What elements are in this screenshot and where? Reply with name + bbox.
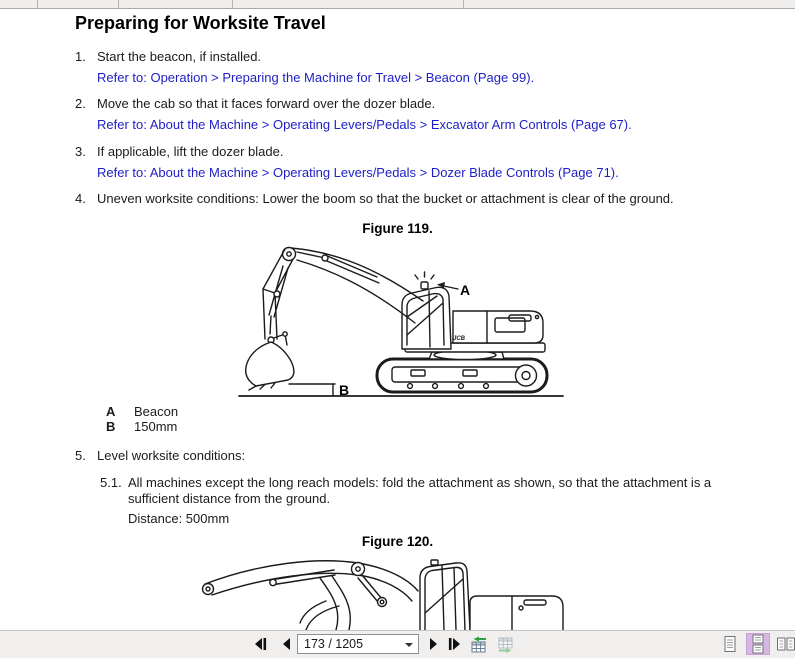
- previous-view-button[interactable]: [468, 633, 490, 655]
- distance-note: Distance: 500mm: [128, 511, 230, 526]
- last-page-icon: [447, 637, 463, 651]
- next-view-icon: [497, 636, 515, 653]
- figure-120-illustration: [120, 551, 580, 630]
- next-page-icon: [428, 637, 440, 651]
- step-2: [75, 96, 435, 111]
- page-number-input[interactable]: [298, 635, 404, 653]
- step-text: Uneven worksite conditions: Lower the boom so that the bucket or attachment is clear of the ground.: [97, 191, 674, 206]
- next-view-button[interactable]: [495, 633, 517, 655]
- figure-119-caption: Figure 119.: [362, 221, 433, 236]
- figure-119-illustration: [225, 239, 570, 402]
- top-toolbar-remnant: [0, 0, 795, 9]
- page-number-combo[interactable]: [297, 634, 419, 654]
- step-text: Start the beacon, if installed.: [97, 49, 262, 64]
- beacon-icon: [421, 282, 428, 289]
- step-number: 2.: [75, 96, 86, 111]
- last-page-button[interactable]: [444, 633, 466, 655]
- bottom-toolbar: [0, 630, 795, 658]
- machine-logo: JCB: [453, 336, 466, 342]
- substep-number: 5.1.: [100, 475, 122, 490]
- refer-link-arm-controls[interactable]: Refer to: About the Machine > Operating Levers/Pedals > Excavator Arm Controls (Page 67).: [97, 117, 632, 132]
- legend-key: B: [106, 419, 116, 434]
- continuous-view-icon: [748, 634, 768, 654]
- previous-page-icon: [280, 637, 292, 651]
- step-4: [75, 191, 674, 206]
- first-page-icon: [252, 637, 268, 651]
- excavator-folded-drawing: [203, 560, 564, 630]
- single-page-view-button[interactable]: [718, 633, 742, 655]
- chevron-down-icon[interactable]: [405, 643, 413, 647]
- step-text: Level worksite conditions:: [97, 448, 246, 463]
- legend-value: Beacon: [134, 404, 179, 419]
- substep-text: All machines except the long reach models: fold the attachment as shown, so that the attachment is a sufficient distance from the ground.: [128, 475, 712, 506]
- first-page-button[interactable]: [249, 633, 271, 655]
- step-text: If applicable, lift the dozer blade.: [97, 144, 284, 159]
- legend-row-b: [106, 419, 177, 434]
- refer-link-dozer-controls[interactable]: Refer to: About the Machine > Operating Levers/Pedals > Dozer Blade Controls (Page 71).: [97, 165, 619, 180]
- toolbar-separator: [232, 0, 233, 8]
- previous-view-icon: [470, 636, 488, 653]
- next-page-button[interactable]: [423, 633, 445, 655]
- step-1: [75, 49, 261, 64]
- facing-pages-view-button[interactable]: [774, 633, 795, 655]
- legend-key: A: [106, 404, 116, 419]
- legend-value: 150mm: [134, 419, 178, 434]
- step-text: Move the cab so that it faces forward over the dozer blade.: [97, 96, 436, 111]
- facing-pages-view-icon: [776, 634, 795, 654]
- step-number: 3.: [75, 144, 86, 159]
- figure-120-caption: Figure 120.: [361, 534, 434, 549]
- toolbar-separator: [118, 0, 119, 8]
- step-number: 1.: [75, 49, 86, 64]
- previous-page-button[interactable]: [275, 633, 297, 655]
- excavator-drawing: [239, 248, 563, 397]
- continuous-view-button[interactable]: [746, 633, 770, 655]
- step-number: 5.: [75, 448, 86, 463]
- figure-callout-b: B: [339, 382, 350, 398]
- step-number: 4.: [75, 191, 86, 206]
- toolbar-separator: [463, 0, 464, 8]
- toolbar-separator: [37, 0, 38, 8]
- legend-row-a: [106, 404, 178, 419]
- step-3: [75, 144, 283, 159]
- single-page-view-icon: [720, 634, 740, 654]
- page-title: Preparing for Worksite Travel: [75, 13, 326, 33]
- step-5: [75, 448, 245, 463]
- refer-link-beacon[interactable]: Refer to: Operation > Preparing the Machine for Travel > Beacon (Page 99).: [97, 70, 535, 85]
- figure-callout-a: A: [460, 282, 471, 298]
